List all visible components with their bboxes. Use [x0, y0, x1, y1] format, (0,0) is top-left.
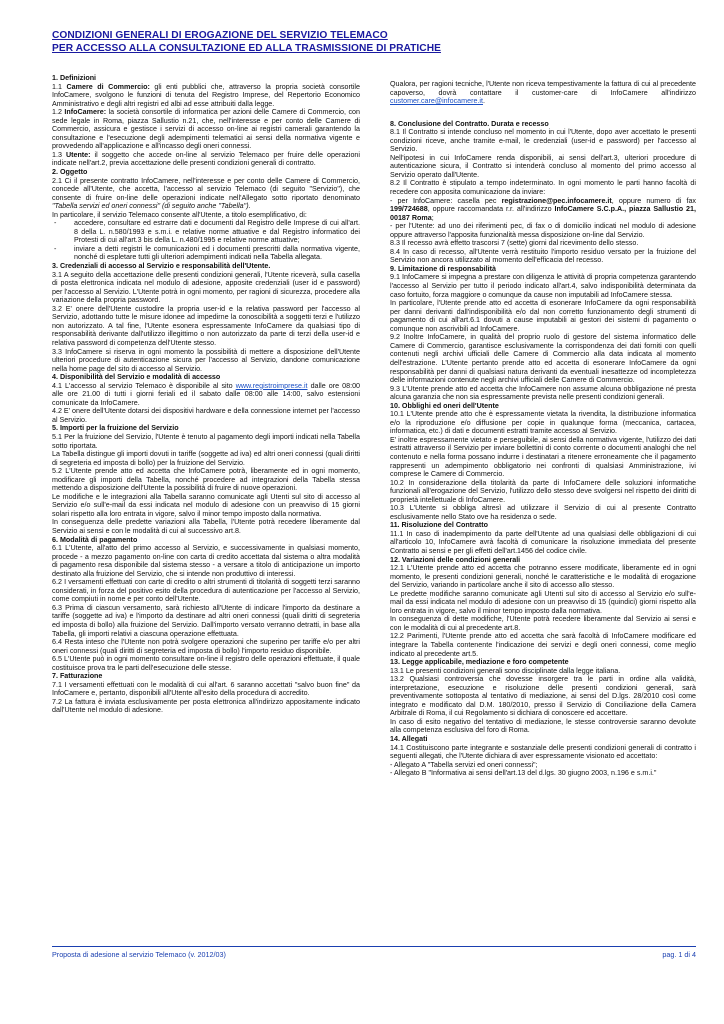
- document-title: [52, 30, 692, 55]
- section-9-3: 9.3 L'Utente prende atto ed accetta che InfoCamere non assume alcuna obbligazione né presta alcuna garanzia che non sia espressamente prevista nelle presenti condizioni generali.: [390, 384, 696, 402]
- section-5-2: 5.2 L'Utente prende atto ed accetta che InfoCamere potrà, liberamente ed in ogni momento, modificare gli importi della Tabella, nonché procedere ad integrazioni della Tabella stessa mettendo a disposizione dell'Utente la possibilità di fruire di nuove operazioni.: [52, 467, 360, 493]
- section-7-2: 7.2 La fattura è inviata esclusivamente per posta elettronica all'indirizzo appositamente indicato dall'Utente nel modulo di adesione.: [52, 697, 360, 715]
- section-5-2c: In conseguenza delle predette variazioni alla Tabella, l'Utente potrà recedere liberamente dal Servizio ai sensi e con le modalità di cui al successivo art.8.: [52, 518, 360, 535]
- title-line-1: CONDIZIONI GENERALI DI EROGAZIONE DEL SERVIZIO TELEMACO: [52, 30, 388, 41]
- section-6-3: 6.3 Prima di ciascun versamento, sarà richiesto all'Utente di indicare l'importo da destinare a tariffe (soggette ad iva) e l'importo da destinare ad altri oneri connessi (quali diritti di segreteria ed imposta di bollo) alla fruizione del Servizio. Dall'importo versato verranno detratti, in base alla Tabella, gli importi relativi a ciascuna operazione effettuata.: [52, 603, 360, 638]
- section-5-1: 5.1 Per la fruizione del Servizio, l'Utente è tenuto al pagamento degli importi indicati nella Tabella sotto riportata.: [52, 432, 360, 450]
- clause-text: , oppure raccomandata r.r. all'indirizzo: [427, 205, 555, 214]
- section-11-title: 11. Risoluzione del Contratto: [390, 521, 488, 530]
- section-1-1: [52, 83, 360, 109]
- clause-number: 1.2: [52, 108, 65, 117]
- section-1-2: [52, 108, 360, 151]
- section-13-2b: In caso di esito negativo del tentativo di mediazione, le stesse controversie saranno devolute alla competenza esclusiva del foro di Roma.: [390, 717, 696, 735]
- section-11-1: 11.1 In caso di inadempimento da parte dell'Utente ad una qualsiasi delle obbligazioni di cui all'articolo 10, InfoCamere avrà facoltà di comunicare la risoluzione immediata del presente Contratto ai sensi e per gli effetti dell'art.1456 del codice civile.: [390, 529, 696, 555]
- clause-text: 2.1 Ci il presente contratto InfoCamere, nell'interesse e per conto delle Camere di Commercio, concede all'Utente, che accetta, l'accesso al servizio Telemaco (di seguito "Servizio"), che consente di fruire on-line delle operazioni indicate nell'Allegato sotto riportato denominato: [52, 176, 360, 202]
- section-9-title: 9. Limitazione di responsabilità: [390, 264, 496, 273]
- annex-b: - Allegato B "Informativa ai sensi dell'art.13 del d.lgs. 30 giugno 2003, n.196 e s.m.i.": [390, 769, 657, 778]
- section-7-title: 7. Fatturazione: [52, 672, 103, 681]
- list-item: - accedere, consultare ed estrarre dati e documenti dal Registro delle Imprese di cui all'art. 8 della L. n.580/1993 e s.m.i. e relative norme attuative e dal Registro informatico dei Protesti di cui all'art.3 bis della L. n.480/1995 e relative norme attuative;: [52, 219, 360, 245]
- section-14-title: 14. Allegati: [390, 735, 428, 744]
- clause-text: dalle ore 08:00 alle ore 21.00 di tutti i giorni feriali ed il sabato dalle 08:00 alle 14:00, salvo estensioni comunicate da InfoCamere.: [52, 381, 360, 407]
- clause-number: 1.3: [52, 150, 66, 159]
- section-8-title: 8. Conclusione del Contratto. Durata e recesso: [390, 119, 549, 128]
- footer-page-number: pag. 1 di 4: [662, 950, 696, 959]
- clause-text: , oppure numero di fax: [611, 196, 696, 205]
- right-column: [390, 80, 696, 938]
- section-2-intro: In particolare, il servizio Telemaco consente all'Utente, a titolo esemplificativo, di:: [52, 210, 307, 219]
- clause-text: gli enti pubblici che, attraverso la propria società consortile InfoCamere, svolgono le funzioni di tenuta del Registro Imprese, del Repertorio Economico Amministrativo e degli altri registri ed albi ad esse attribuiti dalla legge.: [52, 82, 360, 108]
- clause-text: 4.1 L'accesso al servizio Telemaco è disponibile al sito: [52, 381, 236, 390]
- section-14-1: 14.1 Costituiscono parte integrante e sostanziale delle presenti condizioni generali di contratto i seguenti allegati, che l'Utente dichiara di aver espressamente visionato ed accettato:: [390, 743, 696, 761]
- clause-text: il soggetto che accede on-line al servizio Telemaco per fruire delle operazioni indicate nell'art.2, previa accettazione delle presenti condizioni generali di contratto.: [52, 150, 360, 168]
- section-1-3: [52, 151, 360, 168]
- section-12-1b: Le predette modifiche saranno comunicate agli Utenti sul sito di accesso al Servizio e/o sull'e-mail da essi indicata nel modulo di adesione con un preavviso di 15 (quindici) giorni rispetto alla loro entrata in vigore, salvo il minor tempo imposto dalla normativa.: [390, 589, 696, 615]
- defined-term: Camere di Commercio:: [66, 82, 150, 91]
- section-8-1b: Nell'ipotesi in cui InfoCamere renda disponibili, ai sensi dell'art.3, ulteriori procedure di autenticazione sicura, il Contratto si intenderà concluso al momento del primo accesso al Servizio operato dall'Utente.: [390, 153, 696, 179]
- section-3-1: 3.1 A seguito della accettazione delle presenti condizioni generali, l'Utente riceverà, sulla casella di posta elettronica indicata nel modulo di adesione, apposite credenziali (user id e password) per l'accesso al Servizio. L'Utente potrà in ogni momento, per ragioni di sicurezza, procedere alla variazione della propria password.: [52, 270, 360, 305]
- list-item: - inviare a detti registri le comunicazioni ed i documenti prescritti dalla normativa vigente, nonché di espletare tutti gli ulteriori adempimenti indicati nella Tabella allegata.: [52, 245, 360, 262]
- section-9-2: 9.2 Inoltre InfoCamere, in qualità del proprio ruolo di gestore del sistema informatico delle Camere di Commercio, garantisce esclusivamente la corrispondenza dei dati forniti con quelli contenuti negli archivi ufficiali delle Camere di Commercio alla data indicata al momento dell'estrazione. L'Utente pertanto prende atto ed accetta di esonerare InfoCamere da ogni responsabilità per danni di qualsiasi natura derivanti da eventuali inesattezze od incompletezza delle informazioni contenute negli archivi ufficiali delle Camere di Commercio.: [390, 333, 696, 385]
- section-7-1: 7.1 I versamenti effettuati con le modalità di cui all'art. 6 saranno accettati "salvo buon fine" da InfoCamere e, pertanto, disponibili all'Utente all'esito della procedura di accredito.: [52, 680, 360, 698]
- registroimprese-link[interactable]: www.registroimprese.it: [235, 381, 308, 390]
- section-10-3: 10.3 L'Utente si obbliga altresì ad utilizzare il Servizio di cui al presente Contratto esclusivamente nello Stato ove ha residenza o sede.: [390, 504, 696, 521]
- section-2-list: [52, 219, 360, 262]
- section-10-title: 10. Obblighi ed oneri dell'Utente: [390, 401, 499, 410]
- section-2-1: [52, 177, 360, 211]
- section-6-5: 6.5 L'Utente può in ogni momento consultare on-line il registro delle operazioni effettuate, il quale costituisce prova tra le parti dell'esecuzione delle stesse.: [52, 655, 360, 672]
- clause-text: la società consortile di informatica per azioni delle Camere di Commercio, con sede legale in Roma, piazza Sallustio n.21, che, nell'interesse e per conto delle Camere di Commercio, assicura e gestisce i servizi di accesso on-line ai registri camerali garantendo la consultazione e l'esecuzione degli adempimenti telematici ai sensi della normativa vigente e provvedendo all'applicazione e all'incasso degli oneri connessi.: [52, 108, 360, 151]
- left-column: [52, 74, 360, 940]
- section-12-title: 12. Variazioni delle condizioni generali: [390, 555, 521, 564]
- section-6-title: 6. Modalità di pagamento: [52, 535, 138, 544]
- clause-text: ;: [431, 213, 434, 222]
- section-8-1: 8.1 Il Contratto si intende concluso nel momento in cui l'Utente, dopo aver accettato le presenti condizioni riceve, anche tramite e-mail, le credenziali (user-id e password) per l'accesso al Servizio.: [390, 128, 696, 154]
- section-8-2-infocamere: [390, 197, 696, 223]
- section-12-1: 12.1 L'Utente prende atto ed accetta che potranno essere modificate, liberamente ed in ogni momento, le presenti condizioni generali, nonché le caratteristiche e le modalità di erogazione del Servizio, variando in particolare anche il sito di accesso allo stesso.: [390, 564, 696, 590]
- defined-term: Utente:: [65, 150, 91, 159]
- section-8-3: 8.3 Il recesso avrà effetto trascorsi 7 (sette) giorni dal ricevimento dello stesso.: [390, 239, 639, 248]
- title-line-2: PER ACCESSO ALLA CONSULTAZIONE ED ALLA TRASMISSIONE DI PRATICHE: [52, 42, 441, 54]
- section-8-4: 8.4 In caso di recesso, all'Utente verrà restituito l'importo residuo versato per la fruizione del Servizio non ancora utilizzato al momento dell'efficacia del recesso.: [390, 247, 696, 265]
- clause-text: - per InfoCamere: casella pec: [390, 196, 502, 205]
- section-13-title: 13. Legge applicabile, mediazione e foro competente: [390, 658, 569, 667]
- customer-care-email-link[interactable]: customer.care@infocamere.it: [390, 97, 483, 106]
- section-2-title: 2. Oggetto: [52, 168, 88, 177]
- section-7-2-continued: [390, 80, 696, 106]
- section-10-1b: E' inoltre espressamente vietato e perseguibile, ai sensi della normativa vigente, l'utilizzo dei dati estratti attraverso il Servizio per inviare bollettini di conto corrente o documenti analoghi che nel contenuto e nella forma possano indurre i destinatari a ritenere erroneamente che il pagamento rappresenti un adempimento obbligatorio nei confronti di qualsiasi Amministrazione, ivi comprese le Camere di Commercio.: [390, 435, 696, 479]
- section-12-2: 12.2 Parimenti, l'Utente prende atto ed accetta che sarà facoltà di InfoCamere modificare ed integrare la Tabella contenente l'indicazione dei servizi e degli oneri connessi, come meglio indicato al precedente art.5.: [390, 632, 696, 658]
- section-1-title: 1. Definizioni: [52, 74, 97, 82]
- section-4-2: 4.2 E' onere dell'Utente dotarsi dei dispositivi hardware e della connessione internet per l'accesso al Servizio.: [52, 407, 360, 424]
- section-8-2-utente: - per l'Utente: ad uno dei riferimenti pec, di fax o di domicilio indicati nel modulo di adesione oppure attraverso l'apposita funzionalità messa disposizione on-line dal Servizio.: [390, 222, 696, 239]
- section-12-1c: In conseguenza di dette modifiche, l'Utente potrà recedere liberamente dal Servizio ai sensi e con le modalità di cui al precedente art.8.: [390, 615, 696, 632]
- section-3-2: 3.2 E' onere dell'Utente custodire la propria user-id e la relativa password per l'accesso al Servizio, adottando tutte le misure idonee ad impedirne la conoscibilità a soggetti terzi e l'utilizzo non autorizzato. A tal fine, l'Utente esonera espressamente InfoCamere da qualsiasi tipo di responsabilità derivante dall'utilizzo illegittimo o non autorizzato da parte di terzi della user-id e relativa password di competenza dell'Utente stesso.: [52, 304, 360, 347]
- section-5-1b: La Tabella distingue gli importi dovuti in tariffe (soggette ad iva) ed altri oneri connessi (quali diritti di segreteria ed imposta di bollo) per la fruizione del Servizio.: [52, 450, 360, 467]
- section-8-2: 8.2 Il Contratto è stipulato a tempo indeterminato. In ogni momento le parti hanno facoltà di recedere con apposita comunicazione da inviare:: [390, 179, 696, 197]
- section-9-1: 9.1 InfoCamere si impegna a prestare con diligenza le attività di propria competenza garantendo l'accesso al Servizio per tutto il periodo indicato all'art.4, salvo indisponibilità determinata da caso fortuito, forza maggiore o comunque da cause non imputabili ad InfoCamere stessa.: [390, 273, 696, 299]
- annex-a: - Allegato A "Tabella servizi ed oneri connessi";: [390, 760, 538, 769]
- section-6-2: 6.2 I versamenti effettuati con carte di credito o altri strumenti di titolarità di soggetti terzi saranno considerati, in forza del positivo esito della procedura di autenticazione per l'accesso al Servizio, come compiuti in nome e per conto dell'Utente.: [52, 578, 360, 604]
- defined-term: InfoCamere:: [64, 108, 107, 117]
- section-3-3: 3.3 InfoCamere si riserva in ogni momento la possibilità di mettere a disposizione dell'Utente ulteriori procedure di autenticazione sicura per l'accesso al Servizio, dandone comunicazione nella home page del sito di accesso al Servizio.: [52, 347, 360, 373]
- section-4-title: 4. Disponibilità del Servizio e modalità di accesso: [52, 373, 221, 382]
- section-10-1: 10.1 L'Utente prende atto che è espressamente vietata la rivendita, la distribuzione informatica e/o la riproduzione e/o diffusione per copie in qualunque forma (meccanica, cartacea, informatica, etc.) di dati e documenti estratti tramite accesso al Servizio.: [390, 410, 696, 436]
- clause-text: Qualora, per ragioni tecniche, l'Utente non riceva tempestivamente la fattura di cui al precedente capoverso, dovrà contattare il customer-care di InfoCamere all'indirizzo: [390, 80, 696, 97]
- postal-address: InfoCamere S.C.p.A., piazza Sallustio 21, 00187 Roma: [390, 205, 696, 222]
- section-5-title: 5. Importi per la fruizione del Servizio: [52, 424, 179, 433]
- clause-number: 1.1: [52, 82, 67, 91]
- section-13-1: 13.1 Le presenti condizioni generali sono disciplinate dalla legge italiana.: [390, 666, 621, 675]
- pec-address: registrazione@pec.infocamere.it: [501, 196, 612, 205]
- section-9-1b: In particolare, l'Utente prende atto ed accetta di esonerare InfoCamere da ogni responsabilità per danni derivanti dall'indisponibilità e/o dal non corretto funzionamento degli strumenti di pagamento di cui all'art.6.1 dovuti a cause imputabili ai gestori dei sistemi di pagamento o comunque non ascrivibili ad InfoCamere.: [390, 299, 696, 333]
- section-6-1: 6.1 L'Utente, all'atto del primo accesso al Servizio, e successivamente in qualsiasi momento, procede - a mezzo pagamento on-line con carta di credito accettata dal sistema o altra modalità di pagamento resa disponibile dal sistema stesso - a versare a titolo di anticipazione un importo destinato alla fruizione del Servizio, che si intende non produttivo di interessi.: [52, 544, 360, 578]
- section-3-title: 3. Credenziali di accesso al Servizio e responsabilità dell'Utente.: [52, 262, 271, 271]
- fax-number: 199/724688: [390, 205, 428, 214]
- section-10-2: 10.2 In considerazione della titolarità da parte di InfoCamere delle soluzioni informatiche funzionali all'erogazione del Servizio, l'utilizzo dello stesso deve svolgersi nel rispetto dei diritti di proprietà intellettuale di InfoCamere.: [390, 478, 696, 504]
- footer-divider: [52, 946, 696, 947]
- section-6-4: 6.4 Resta inteso che l'Utente non potrà svolgere operazioni che superino per tariffe e/o per altri oneri connessi (quali diritti di segreteria ed imposta di bollo) l'importo residuo disponibile.: [52, 638, 360, 655]
- clause-italic: "Tabella servizi ed oneri connessi" (di seguito anche "Tabella").: [52, 202, 251, 211]
- footer-document-version: Proposta di adesione al servizio Telemaco (v. 2012/03): [52, 950, 226, 959]
- section-4-1: [52, 382, 360, 408]
- section-13-2: 13.2 Qualsiasi controversia che dovesse insorgere tra le parti in ordine alla validità, interpretazione, esecuzione e risoluzione delle presenti condizioni generali, sarà preventivamente sottoposta al tentativo di mediazione, ai sensi del D.lgs. 28/2010 così come integrato e modificato dal D.M. 180/2010, presso il Servizio di Conciliazione della Camera Arbitrale di Roma, il cui Regolamento si dichiara di conoscere ed accettare.: [390, 675, 696, 718]
- clause-text: .: [482, 97, 485, 106]
- section-5-2b: Le modifiche e le integrazioni alla Tabella saranno comunicate agli Utenti sul sito di accesso al Servizio e/o sull'e-mail da essi indicata nel modulo di adesione con un preavviso di 15 giorni solari rispetto alla loro entrata in vigore, salvo il minor tempo imposto dalla normativa.: [52, 492, 360, 518]
